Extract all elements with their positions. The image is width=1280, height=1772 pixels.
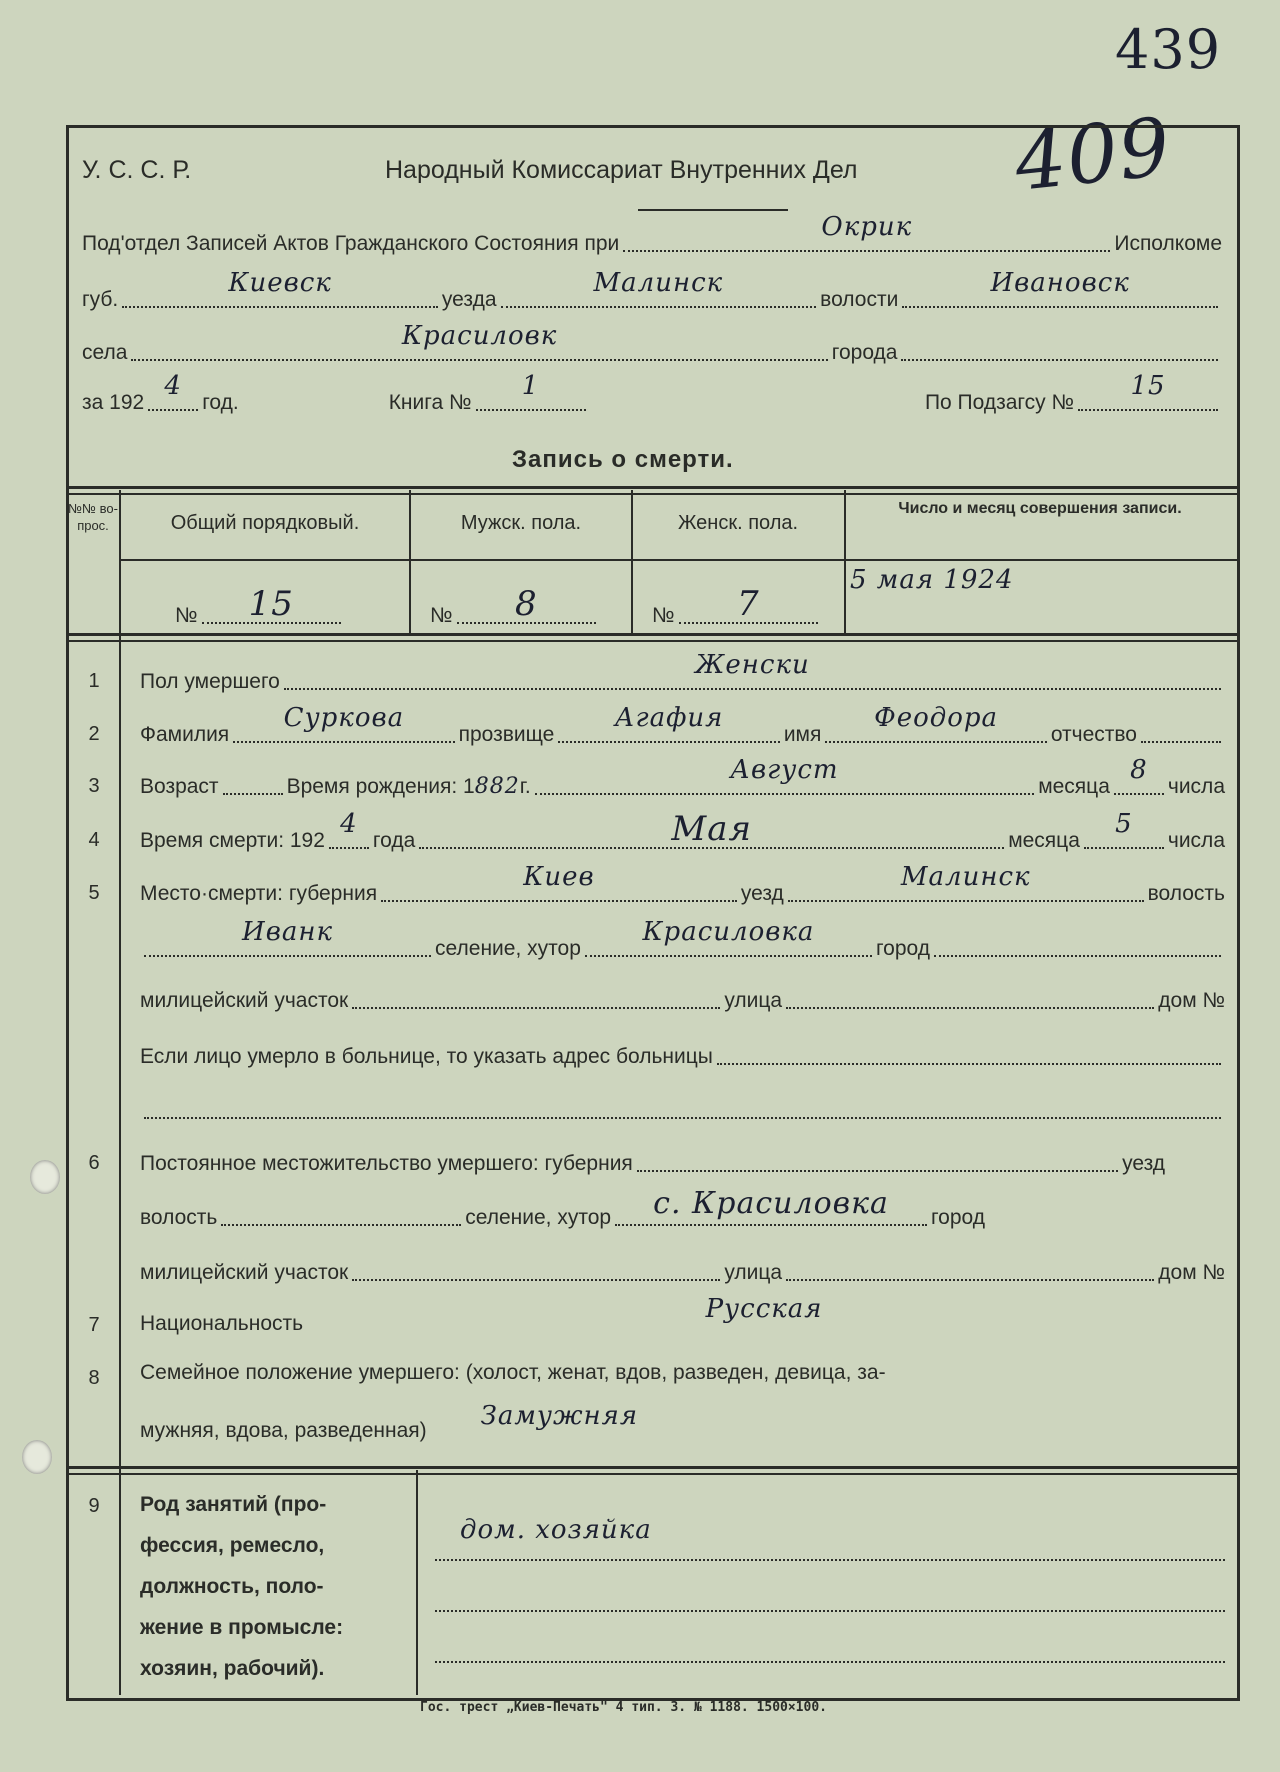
footer-imprint: Гос. трест „Киев-Печать" 4 тип. 3. № 1188. 1500×100. (420, 1700, 827, 1715)
commissariat: Народный Комиссариат Внутренних Дел (385, 156, 858, 184)
total-value: 15 (248, 584, 294, 624)
year-label: года (372, 829, 416, 852)
selo-value: Красиловк (401, 321, 558, 351)
year-value: 4 (164, 371, 182, 401)
birth-month-field (535, 755, 1035, 795)
row-number: 3 (88, 775, 100, 797)
male-value: 8 (514, 584, 538, 624)
occupation-label-line: Род занятий (про- (140, 1493, 327, 1516)
age-field (223, 769, 283, 795)
street-label: улица (724, 1261, 783, 1284)
surname-label: Фамилия (140, 723, 230, 746)
name-value: Феодора (874, 703, 999, 733)
row-number: 5 (88, 882, 100, 904)
executive-label: Исполкоме (1114, 232, 1222, 255)
uezd-label: уезд (1122, 1152, 1165, 1175)
nickname-field (558, 703, 779, 743)
no-label: № (430, 604, 453, 627)
book-field (476, 371, 586, 411)
gorod-label: города (831, 341, 898, 364)
occupation-line (435, 1559, 1225, 1561)
gorod-label: город (875, 937, 930, 960)
row-number: 9 (88, 1495, 100, 1517)
sex-value: Женски (695, 650, 810, 680)
militia-label: милицейский участок (140, 989, 349, 1012)
occupation-value: дом. хозяйка (460, 1515, 652, 1545)
row-number: 6 (88, 1152, 100, 1174)
year-field (148, 371, 198, 411)
book-value: 1 (521, 371, 540, 401)
day-label: числа (1167, 829, 1225, 852)
marital-label: Семейное положение умершего: (холост, женат, вдов, разведен, девица, за- (140, 1361, 886, 1384)
occupation-label-line: должность, поло- (140, 1575, 324, 1598)
death-month-field (419, 809, 1004, 849)
death-year-field (329, 809, 369, 849)
col-male-header: Мужск. пола. (460, 512, 582, 534)
nationality-field (307, 1294, 1221, 1332)
year-abbrev: г. (519, 775, 531, 798)
uezd-label: уезд (740, 882, 784, 905)
birth-year: 882 (474, 774, 520, 799)
nationality-value: Русская (705, 1294, 823, 1324)
occupation-line (435, 1610, 1225, 1612)
volost-value: Ивановск (990, 268, 1130, 298)
volost-label: волости (820, 288, 899, 311)
subzags-field (1078, 371, 1218, 411)
volost-label: волость (1147, 882, 1225, 905)
militia-field (352, 1255, 720, 1281)
table-bottom-rule (66, 633, 1237, 642)
nickname-label: прозвище (458, 723, 555, 746)
col-divider (119, 490, 121, 1695)
subdept-label: Под'отдел Записей Актов Гражданского Состояния при (82, 232, 620, 255)
patronymic-field (1141, 717, 1221, 743)
street-field (786, 983, 1154, 1009)
gorod-label: город (930, 1206, 985, 1229)
page-number: 439 (1115, 18, 1222, 81)
month-label: месяца (1038, 775, 1110, 798)
place-selenie: Красиловка (642, 917, 815, 947)
marital-field (431, 1401, 1221, 1439)
total-field (202, 584, 341, 624)
row-number: 1 (88, 670, 100, 692)
hospital-field-2 (144, 1093, 1221, 1119)
sex-field (284, 650, 1221, 690)
street-label: улица (724, 989, 783, 1012)
volost-label: волость (140, 1206, 218, 1229)
name-label: имя (783, 723, 822, 746)
place-volost: Иванк (242, 917, 333, 947)
row-number: 7 (88, 1314, 100, 1336)
executive-field (623, 212, 1110, 252)
death-day: 5 (1115, 809, 1133, 839)
occupation-label-line: жение в промысле: (140, 1616, 344, 1639)
place-label: Место·смерти: губерния (140, 882, 378, 905)
archive-mark: 409 (1010, 100, 1176, 209)
place-volost-field (144, 917, 431, 957)
punch-hole (22, 1440, 52, 1474)
residence-gub-field (637, 1146, 1118, 1172)
place-gub-field (381, 862, 737, 902)
militia-field (352, 983, 720, 1009)
col-divider (416, 1470, 418, 1695)
hospital-label: Если лицо умерло в больнице, то указать адрес больницы (140, 1045, 713, 1068)
title-underline (638, 209, 788, 211)
male-field (457, 584, 596, 624)
place-uezd-field (788, 862, 1144, 902)
row-number: 2 (88, 723, 100, 745)
female-value: 7 (736, 584, 760, 624)
occupation-label-line: фессия, ремесло, (140, 1534, 325, 1557)
occupation-label (140, 1484, 405, 1689)
no-label: № (175, 604, 198, 627)
occupation-line (435, 1661, 1225, 1663)
residence-label: Постоянное местожительство умершего: губерния (140, 1152, 633, 1175)
punch-hole (30, 1160, 60, 1194)
residence-volost-field (221, 1200, 461, 1226)
place-gorod-field (934, 931, 1221, 957)
marital-value: Замужняя (480, 1401, 639, 1431)
table-top-rule (66, 486, 1237, 495)
birth-day: 8 (1130, 755, 1148, 785)
marital-label-2: мужняя, вдова, разведенная) (140, 1419, 427, 1442)
col-date-header: Число и месяц совершения записи. (898, 500, 1182, 517)
gorod-field (901, 335, 1218, 361)
selo-field (131, 321, 827, 361)
place-uezd: Малинск (900, 862, 1031, 892)
place-gub: Киев (523, 862, 595, 892)
col-question-header: №№ во-прос. (68, 501, 118, 533)
year-label: за 192 (82, 391, 145, 414)
nationality-label: Национальность (140, 1312, 304, 1335)
birth-day-field (1114, 755, 1164, 795)
street-field (786, 1255, 1154, 1281)
executive-value: Окрик (821, 212, 913, 242)
table-header-rule (119, 559, 1237, 561)
uezd-field (501, 268, 817, 308)
day-label: числа (1167, 775, 1225, 798)
subzags-label: По Подзагсу № (924, 391, 1074, 414)
row-number: 4 (88, 829, 100, 851)
row9-top-rule (66, 1466, 1237, 1475)
female-field (679, 584, 818, 624)
house-label: дом № (1158, 989, 1225, 1012)
gub-value: Киевск (228, 268, 332, 298)
death-label: Время смерти: 192 (140, 829, 325, 852)
row-number: 8 (88, 1367, 100, 1389)
sex-label: Пол умершего (140, 670, 280, 693)
uezd-value: Малинск (593, 268, 724, 298)
surname-field (233, 703, 454, 743)
death-month: Мая (671, 809, 753, 849)
hospital-field (717, 1039, 1221, 1065)
col-total-header: Общий порядковый. (170, 512, 360, 534)
uezd-label: уезда (441, 288, 497, 311)
death-year: 4 (340, 809, 358, 839)
patronymic-label: отчество (1050, 723, 1137, 746)
date-value: 5 мая 1924 (850, 565, 1014, 595)
house-label: дом № (1158, 1261, 1225, 1284)
militia-label: милицейский участок (140, 1261, 349, 1284)
col-female-header: Женск. пола. (677, 512, 799, 534)
gub-label: губ. (82, 288, 119, 311)
selenie-label: селение, хутор (465, 1206, 612, 1229)
age-label: Возраст (140, 775, 219, 798)
nickname-value: Агафия (614, 703, 724, 733)
place-selenie-field (585, 917, 872, 957)
selo-label: села (82, 341, 128, 364)
subzags-value: 15 (1130, 371, 1166, 401)
republic: У. С. С. Р. (82, 156, 192, 184)
occupation-label-line: хозяин, рабочий). (140, 1657, 325, 1680)
book-label: Книга № (388, 391, 472, 414)
gub-field (122, 268, 438, 308)
birth-month: Август (730, 755, 839, 785)
record-title: Запись о смерти. (512, 446, 734, 473)
year-suffix: год. (202, 391, 239, 414)
birth-label: Время рождения: 1 (286, 775, 475, 798)
volost-field (902, 268, 1218, 308)
death-day-field (1084, 809, 1164, 849)
selenie-label: селение, хутор (435, 937, 581, 960)
col-divider (844, 490, 846, 635)
residence-selenie-field (615, 1186, 927, 1226)
no-label: № (652, 604, 675, 627)
month-label: месяца (1008, 829, 1080, 852)
surname-value: Суркова (283, 703, 405, 733)
residence-selenie: с. Красиловка (653, 1186, 889, 1221)
name-field (825, 703, 1046, 743)
